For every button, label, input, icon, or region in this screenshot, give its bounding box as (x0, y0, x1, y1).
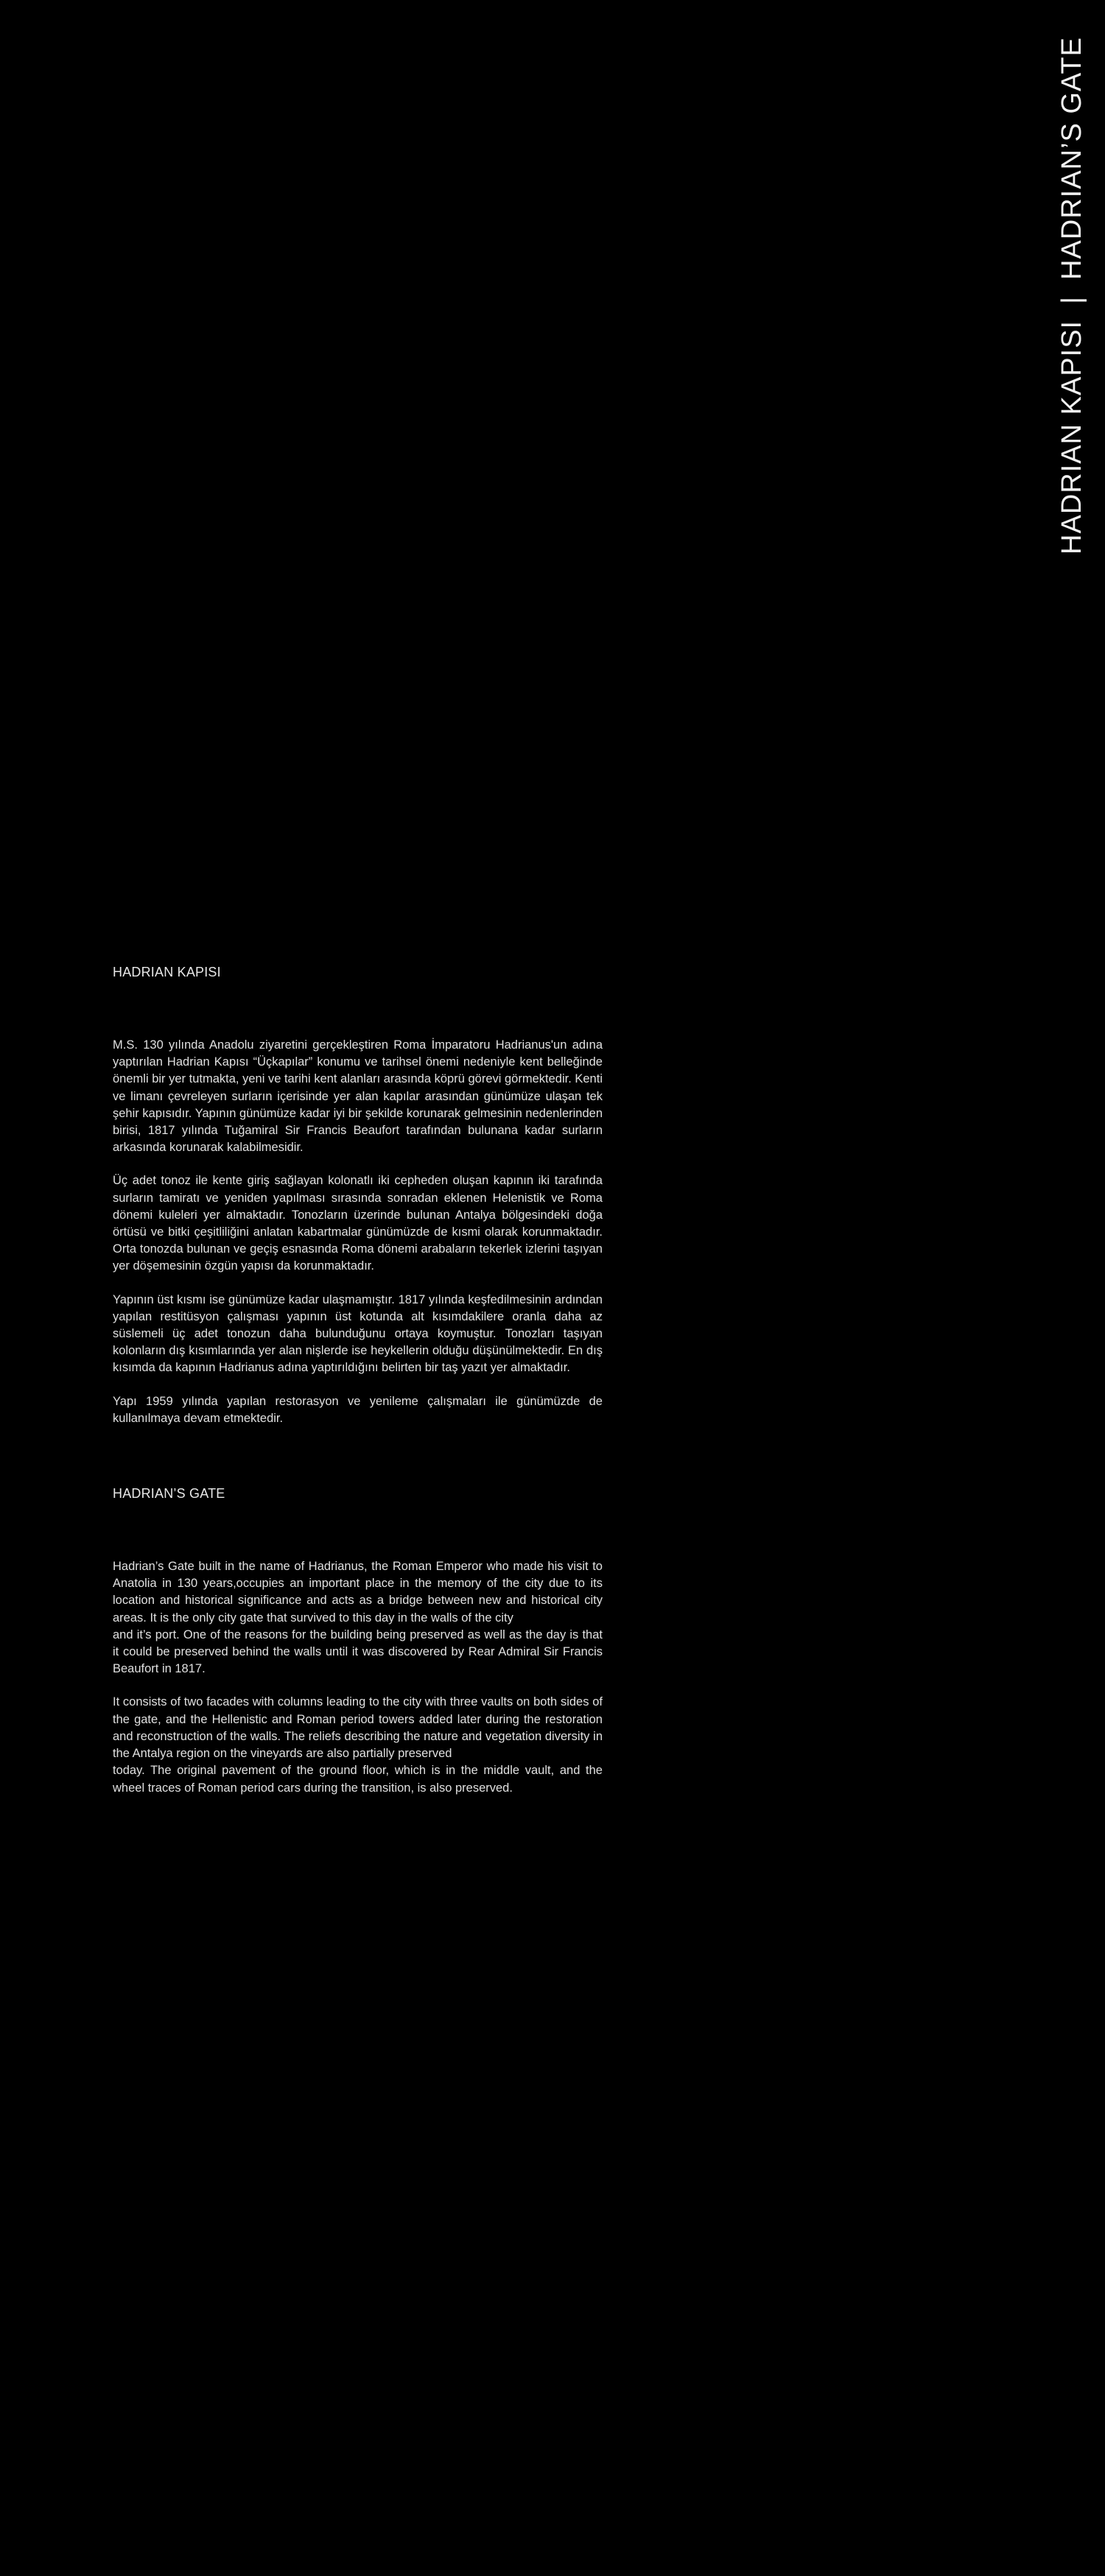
english-heading: HADRIAN’S GATE (113, 1486, 225, 1502)
side-title (1057, 37, 1087, 611)
turkish-heading: HADRIAN KAPISI (113, 965, 221, 979)
side-title-separator: | (1056, 296, 1087, 304)
turkish-paragraph: M.S. 130 yılında Anadolu ziyaretini gerçekleştiren Roma İmparatoru Hadrianus'un adına yaptırılan Hadrian Kapısı “Üçkapılar” konumu ve tarihsel önemi nedeniyle kent belleğinde önemli bir yer tutmakta, yeni ve tarihi kent alanları arasında köprü görevi görmektedir. Kenti ve limanı çevreleyen surların içerisinde yer alan kapılar arasından günümüze ulaşan tek şehir kapısıdır. Yapının günümüze kadar iyi bir şekilde korunarak gelmesinin nedenlerinden birisi, 1817 yılında Tuğamiral Sir Francis Beaufort tarafından bulunana kadar surların arkasında korunarak kalabilmesidir. (113, 1038, 603, 1155)
turkish-paragraph: Yapının üst kısmı ise günümüze kadar ulaşmamıştır. 1817 yılında keşfedilmesinin ardından yapılan restitüsyon çalışması yapının üst kotunda alt kısımdakilere oranla daha az süslemeli üç adet tonozun daha bulunduğunu ortaya koymuştur. Tonozları taşıyan kolonların dış kısımlarında yer alan nişlerde ise heykellerin olduğu düşünülmektedir. En dış kısımda da kapının Hadrianus adına yaptırıldığını belirten bir taş yazıt yer almaktadır. (113, 1292, 603, 1375)
text-content (113, 957, 603, 1797)
side-title-turkish: HADRIAN KAPISI (1056, 320, 1087, 555)
turkish-paragraph: Üç adet tonoz ile kente giriş sağlayan kolonatlı iki cepheden oluşan kapının iki tarafında surların tamiratı ve yeniden yapılması sırasında sonradan eklenen Helenistik ve Roma dönemi kuleleri yer almaktadır. Tonozların üzerinde bulunan Antalya bölgesindeki doğa örtüsü ve bitki çeşitliliğini anlatan kabartmalar günümüzde de kısmi olarak korunmaktadır. Orta tonozda bulunan ve geçiş esnasında Roma dönemi arabaların tekerlek izlerini taşıyan yer döşemesinin özgün yapısı da korunmaktadır. (113, 1174, 603, 1273)
english-paragraph: Hadrian’s Gate built in the name of Hadrianus, the Roman Emperor who made his visit to Anatolia in 130 years,occupies an important place in the memory of the city due to its location and historical significance and acts as a bridge between new and historical city areas. It is the only city gate that survived to this day in the walls of the city and it’s port. One of the reasons for the building being preserved as well as the day is that it could be preserved behind the walls until it was discovered by Rear Admiral Sir Francis Beaufort in 1817. (113, 1560, 603, 1676)
english-paragraph: It consists of two facades with columns leading to the city with three vaults on both sides of the gate, and the Hellenistic and Roman period towers added later during the restoration and reconstruction of the walls. The reliefs describing the nature and vegetation diversity in the Antalya region on the vineyards are also partially preserved today. The original pavement of the ground floor, which is in the middle vault, and the wheel traces of Roman period cars during the transition, is also preserved. (113, 1695, 603, 1795)
turkish-paragraph: Yapı 1959 yılında yapılan restorasyon ve yenileme çalışmaları ile günümüzde de kullanılmaya devam etmektedir. (113, 1394, 603, 1425)
side-title-english: HADRIAN’S GATE (1056, 37, 1087, 281)
